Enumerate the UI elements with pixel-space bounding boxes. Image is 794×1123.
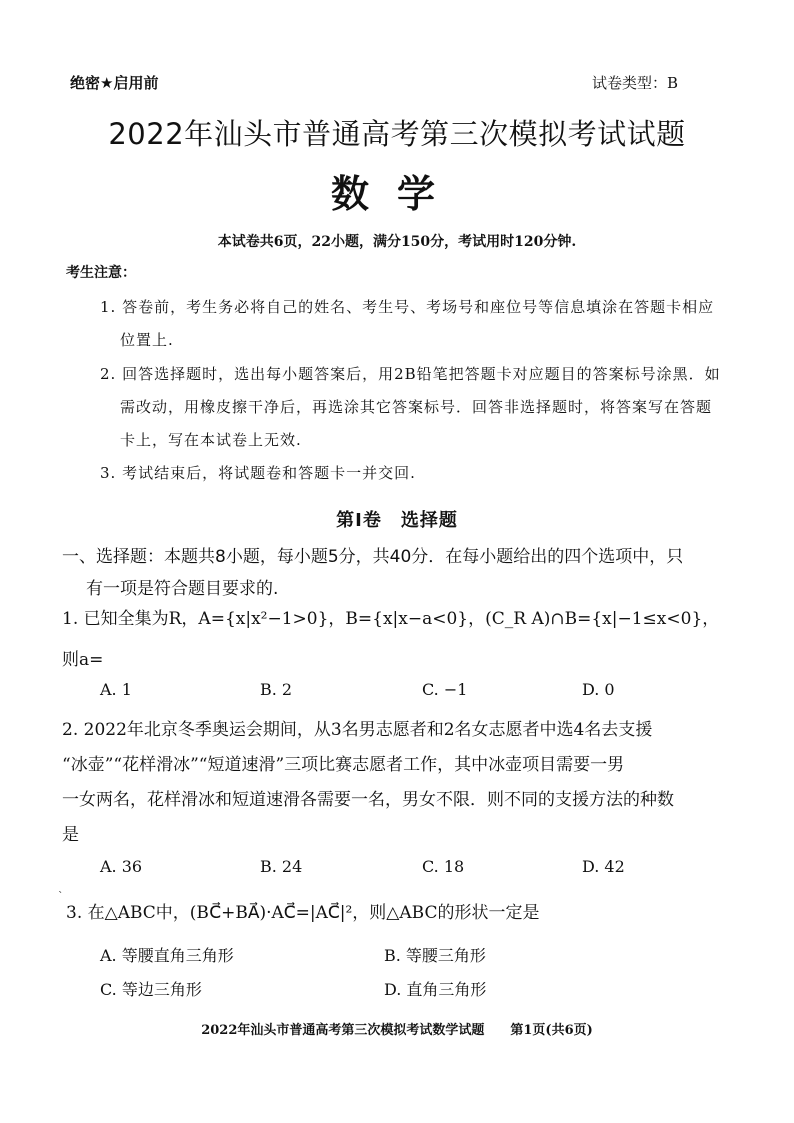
question-1-option-d[interactable]: D. 0: [582, 680, 615, 699]
scan-speck: ˋ: [58, 890, 64, 903]
question-3-option-d[interactable]: D. 直角三角形: [384, 980, 487, 999]
question-2-line: “冰壶”“花样滑冰”“短道速滑”三项比赛志愿者工作，其中冰壶项目需要一男: [62, 755, 625, 775]
question-3-line: 3. 在△ABC中，(BC⃗+BA⃗)·AC⃗=|AC⃗|²，则△ABC的形状一定是: [66, 903, 540, 923]
question-3-option-c[interactable]: C. 等边三角形: [100, 980, 202, 999]
question-2-option-b[interactable]: B. 24: [260, 857, 303, 876]
notice-line: 需改动，用橡皮擦干净后，再选涂其它答案标号．回答非选择题时，将答案写在答题: [120, 398, 713, 416]
question-1-line: 则a=: [62, 650, 104, 670]
notice-line: 3. 考试结束后，将试题卷和答题卡一并交回.: [100, 464, 416, 482]
question-2-line: 一女两名，花样滑冰和短道速滑各需要一名，男女不限．则不同的支援方法的种数: [62, 790, 674, 810]
notice-line: 2. 回答选择题时，选出每小题答案后，用2B铅笔把答题卡对应题目的答案标号涂黑．如: [100, 365, 721, 383]
subject-title: 数学: [330, 172, 463, 216]
question-2-option-c[interactable]: C. 18: [422, 857, 465, 876]
question-2-option-a[interactable]: A. 36: [100, 857, 143, 876]
notice-heading: 考生注意：: [66, 265, 136, 281]
part-intro-line: 有一项是符合题目要求的.: [86, 579, 279, 599]
question-2-line: 是: [62, 825, 79, 845]
question-1-option-c[interactable]: C. −1: [422, 680, 468, 699]
question-1-option-a[interactable]: A. 1: [100, 680, 132, 699]
notice-line: 位置上.: [120, 331, 174, 349]
question-2-option-d[interactable]: D. 42: [582, 857, 625, 876]
exam-meta: 本试卷共6页，22小题，满分150分，考试用时120分钟.: [217, 234, 577, 250]
part-intro-line: 一、选择题：本题共8小题，每小题5分，共40分．在每小题给出的四个选项中，只: [62, 547, 684, 567]
notice-line: 1. 答卷前，考生务必将自己的姓名、考生号、考场号和座位号等信息填涂在答题卡相应: [100, 298, 715, 316]
page-footer: 2022年汕头市普通高考第三次模拟考试数学试题 第1页(共6页): [201, 1023, 593, 1038]
paper-type-label: 试卷类型：B: [592, 74, 679, 92]
notice-line: 卡上，写在本试卷上无效.: [120, 431, 302, 449]
question-1-option-b[interactable]: B. 2: [260, 680, 293, 699]
confidential-label: 绝密★启用前: [70, 74, 159, 92]
question-3-option-b[interactable]: B. 等腰三角形: [384, 946, 486, 965]
question-3-option-a[interactable]: A. 等腰直角三角形: [100, 946, 234, 965]
question-2-line: 2. 2022年北京冬季奥运会期间，从3名男志愿者和2名女志愿者中选4名去支援: [62, 720, 653, 740]
question-1-line: 1. 已知全集为R，A={x|x²−1>0}，B={x|x−a<0}，(C_R A)∩B={x|−1≤x<0}，: [62, 609, 720, 629]
section-heading: 第Ⅰ卷 选择题: [336, 510, 458, 531]
exam-title: 2022年汕头市普通高考第三次模拟考试试题: [108, 117, 686, 151]
